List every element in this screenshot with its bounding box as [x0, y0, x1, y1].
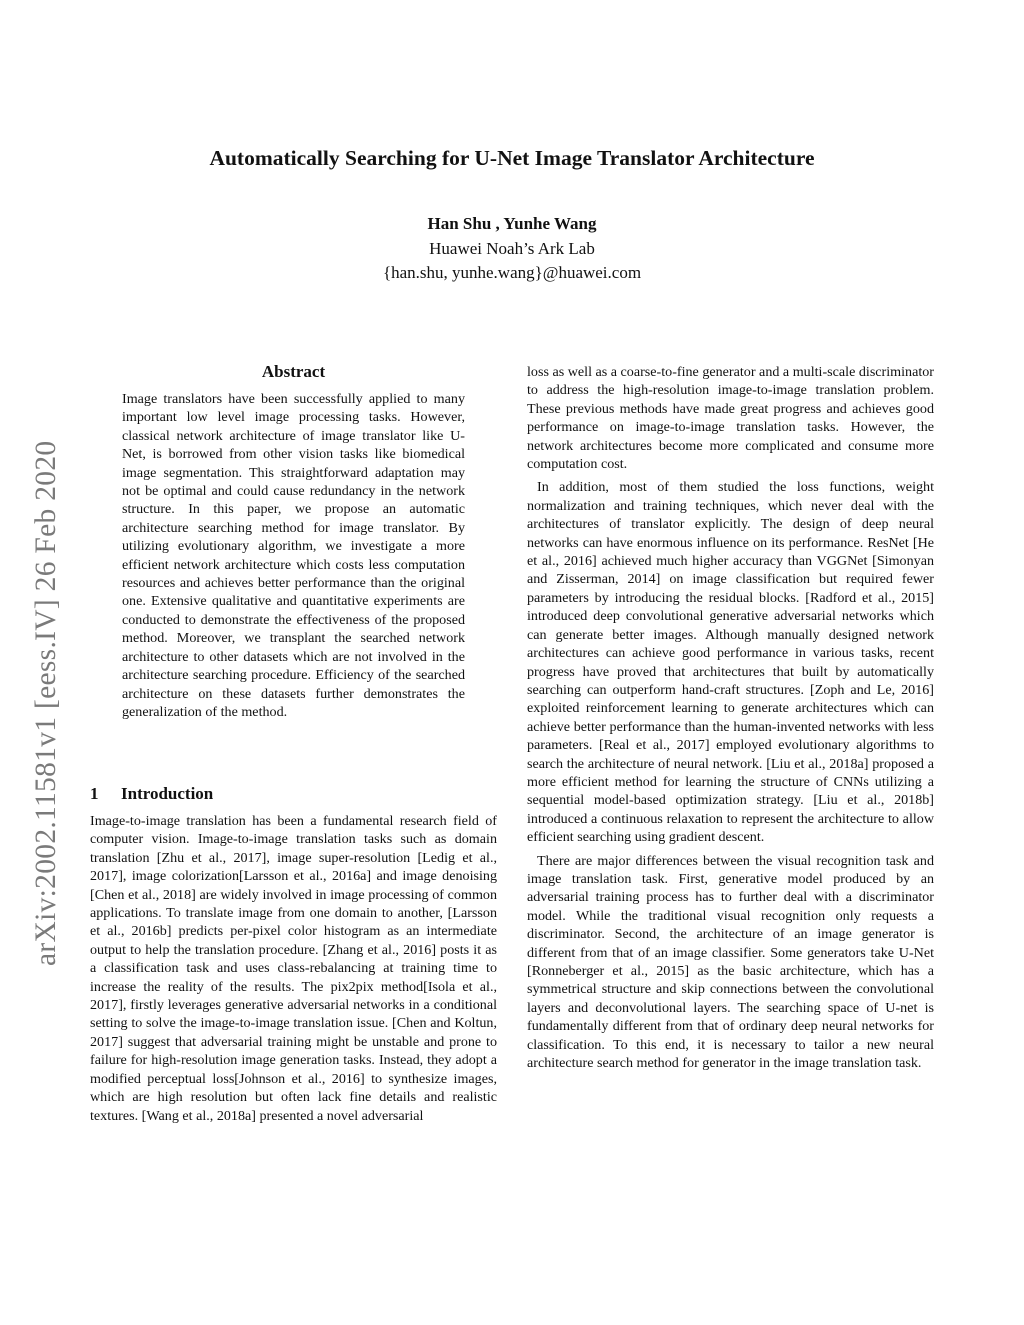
right-column — [527, 363, 934, 1072]
section-title: Introduction — [121, 784, 214, 803]
arxiv-stamp: arXiv:2002.11581v1 [eess.IV] 26 Feb 2020 — [30, 440, 62, 966]
left-column — [90, 812, 497, 1125]
intro-paragraph-3: There are major differences between the visual recognition task and image translation task. First, generative model produced by an adversarial training process has to further deal with a discriminator model. While the traditional visual recognition only requests a discriminator. Second, the architecture of an image generator is different from that of an image classifier. Some generators take U-Net [Ronneberger et al., 2015] as the basic architecture, which has a symmetrical structure and skip connections between the convolutional layers and deconvolutional layers. The searching space of U-net is fundamentally different from that of ordinary deep neural networks for classification. To this end, it is necessary to tailor a new neural architecture search method for generator in the image translation task. — [527, 852, 934, 1072]
intro-paragraph-1: Image-to-image translation has been a fundamental research field of computer vision. Image-to-image translation tasks such as domain translation [Zhu et al., 2017], image super-resolution [Ledig et al., 2017], image colorization[Larsson et al., 2016a] and image denoising [Chen et al., 2018] are widely involved in image processing of common applications. To translate image from one domain to another, [Larsson et al., 2016b] predicts per-pixel color histogram as an intermediate output to help the translation procedure. [Zhang et al., 2016] posts it as a classification task and uses class-rebalancing at training time to increase the reality of the results. The pix2pix method[Isola et al., 2017], firstly leverages generative adversarial networks in a conditional setting to solve the image-to-image translation issue. [Chen and Koltun, 2017] suggest that adversarial training might be unstable and prone to failure for high-resolution image generation tasks. Instead, they adopt a modified perceptual loss[Johnson et al., 2016] to synthesize images, which are high resolution but often lack fine details and realistic textures. [Wang et al., 2018a] presented a novel adversarial — [90, 813, 497, 1124]
email: {han.shu, yunhe.wang}@huawei.com — [382, 263, 642, 282]
abstract-text: Image translators have been successfully applied to many important low level image processing tasks. However, classical network architecture of image translator like U-Net, is borrowed from other vision tasks like biomedical image segmentation. This straightforward adaptation may not be optimal and could cause redundancy in the network structure. In this paper, we propose an automatic architecture searching method for image translator. By utilizing evolutionary algorithm, we investigate a more efficient network architecture which costs less computation resources and achieves better performance than the original one. Extensive qualitative and quantitative experiments are conducted to demonstrate the effectiveness of the proposed method. Moreover, we transplant the searched network architecture to other datasets which are not involved in the architecture searching procedure. Efficiency of the searched architecture on these datasets further demonstrates the generalization of the method. — [122, 391, 465, 720]
paper-title: Automatically Searching for U-Net Image Translator Architecture — [209, 146, 815, 170]
affiliation: Huawei Noah’s Ark Lab — [429, 239, 595, 258]
intro-paragraph-1-continued: loss as well as a coarse-to-fine generator and a multi-scale discriminator to address the high-resolution image-to-image translation problem. These previous methods have made great progress and achieves good performance on image-to-image translation tasks. However, the network architectures become more complicated and consume more computation cost. — [527, 364, 934, 473]
authors: Han Shu , Yunhe Wang — [427, 214, 597, 233]
intro-paragraph-2: In addition, most of them studied the loss functions, weight normalization and training techniques, which never deal with the architectures of translator explicitly. The design of deep neural networks can have enormous influence on its performance. ResNet [He et al., 2016] achieved much higher accuracy than VGGNet [Simonyan and Zisserman, 2014] on image classification but required fewer parameters by introducing the residual blocks. [Radford et al., 2015] introduced deep convolutional generative adversarial networks which can generate better images. Although manually designed network architectures can achieve good performance in various tasks, recent progress have proved that architectures that built by automatically searching can outperform hand-craft structures. [Zoph and Le, 2016] exploited reinforcement learning to generate architectures which can achieve better performance than the human-invented networks with less parameters. [Real et al., 2017] employed evolutionary algorithms to search the architecture of neural network. [Liu et al., 2018a] proposed a more efficient method for learning the structure of CNNs utilizing a sequential model-based optimization strategy. [Liu et al., 2018b] introduced a continuous relaxation to represent the architecture to allow efficient searching using gradient descent. — [527, 479, 934, 846]
section-number: 1 — [90, 784, 99, 803]
abstract-heading: Abstract — [261, 362, 326, 381]
section-heading — [90, 784, 213, 804]
